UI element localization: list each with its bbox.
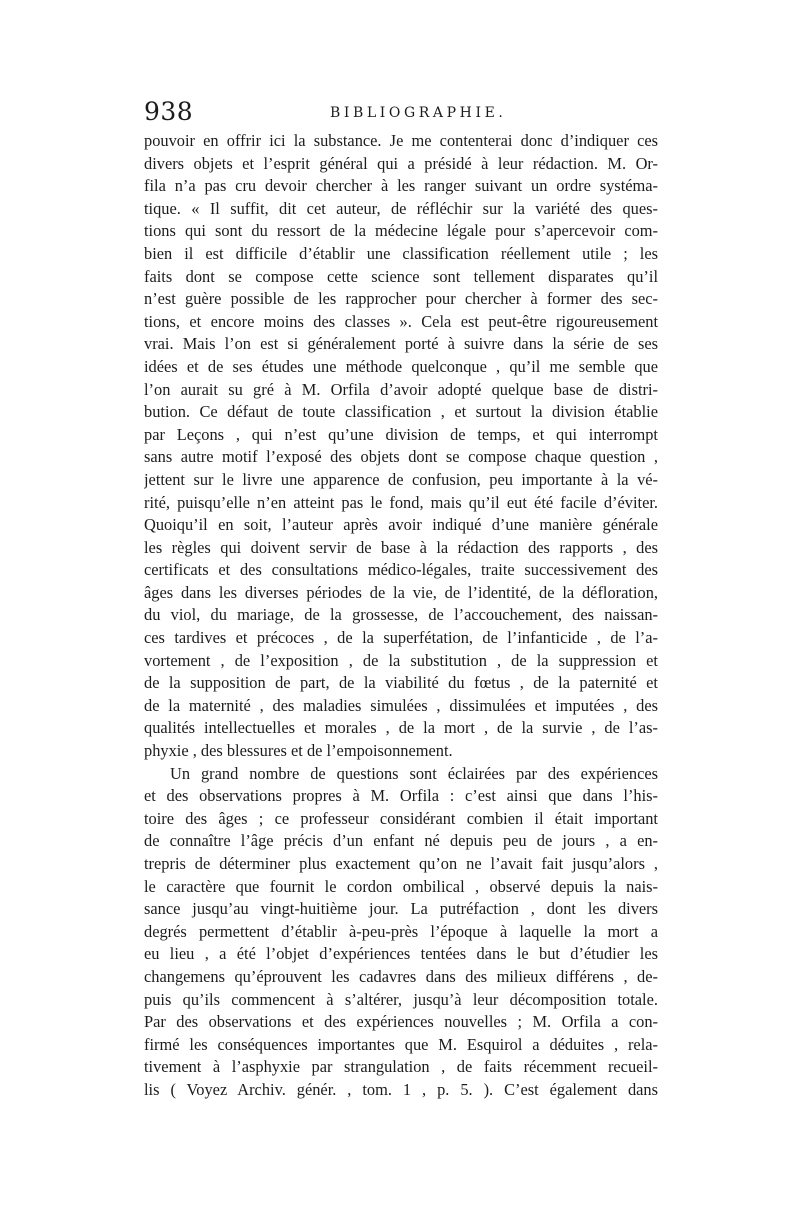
running-head: BIBLIOGRAPHIE. (330, 105, 507, 121)
text-line: de la maternité , des maladies simulées , dissimulées et imputées , des (144, 695, 658, 715)
text-line: tions, et encore moins des classes ». Cela est peut-être rigoureusement (144, 311, 658, 331)
text-line: puis qu’ils commencent à s’altérer, jusqu’à leur décomposition totale. (144, 989, 658, 1009)
text-line: Un grand nombre de questions sont éclairées par des expériences (170, 763, 658, 783)
page-header (144, 97, 658, 127)
text-line: sance jusqu’au vingt-huitième jour. La putréfaction , dont les divers (144, 899, 658, 919)
text-line: bution. Ce défaut de toute classification , et surtout la division établie (144, 402, 658, 422)
text-line: vortement , de l’exposition , de la substitution , de la suppression et (144, 650, 658, 670)
text-line: eu lieu , a été l’objet d’expériences tentées dans le but d’étudier les (144, 944, 658, 964)
text-line: qualités intellectuelles et morales , de la mort , de la survie , de l’as- (144, 718, 658, 738)
text-line: pouvoir en offrir ici la substance. Je me contenterai donc d’indiquer ces (144, 131, 658, 150)
text-line: tivement à l’asphyxie par strangulation , de faits récemment recueil- (144, 1057, 658, 1077)
text-line: n’est guère possible de les rapprocher pour chercher à former des sec- (144, 289, 658, 309)
text-line: idées et de ses études une méthode quelconque , qu’il me semble que (144, 356, 658, 376)
text-line: le caractère que fournit le cordon ombilical , observé depuis la nais- (144, 876, 658, 896)
text-line: changemens qu’éprouvent les cadavres dans des milieux différens , de- (144, 966, 658, 986)
text-line: divers objets et l’esprit général qui a présidé à leur rédaction. M. Or- (144, 153, 658, 173)
text-line: rité, puisqu’elle n’en atteint pas le fond, mais qu’il eut été facile d’éviter. (144, 492, 658, 512)
text-line: firmé les conséquences importantes que M. Esquirol a déduites , rela- (144, 1034, 658, 1054)
text-line: degrés permettent d’établir à-peu-près l’époque à laquelle la mort a (144, 921, 658, 941)
text-line: du viol, du mariage, de la grossesse, de l’accouchement, des naissan- (144, 605, 658, 625)
body-text (144, 130, 658, 1102)
text-line: ces tardives et précoces , de la superfétation, de l’infanticide , de l’a- (144, 628, 658, 648)
text-line: sans autre motif l’exposé des objets dont se compose chaque question , (144, 447, 658, 467)
text-line: trepris de déterminer plus exactement qu’on ne l’avait fait jusqu’alors , (144, 854, 658, 873)
page-number: 938 (144, 97, 194, 126)
text-line: tions qui sont du ressort de la médecine légale pour s’apercevoir com- (144, 221, 658, 241)
text-line: Quoiqu’il en soit, l’auteur après avoir indiqué d’une manière générale (144, 515, 658, 535)
text-line: lis ( Voyez Archiv. génér. , tom. 1 , p. 5. ). C’est également dans (144, 1079, 658, 1099)
text-line: toire des âges ; ce professeur considérant combien il était important (144, 808, 658, 828)
text-line: l’on aurait su gré à M. Orfila d’avoir adopté quelque base de distri- (144, 379, 658, 399)
text-line: certificats et des consultations médico-légales, traite successivement des (144, 560, 658, 580)
text-line: faits dont se compose cette science sont tellement disparates qu’il (144, 266, 658, 286)
text-line: tique. « Il suffit, dit cet auteur, de réfléchir sur la variété des ques- (144, 198, 658, 218)
text-line: âges dans les diverses périodes de la vie, de l’identité, de la défloration, (144, 582, 658, 602)
text-line: vrai. Mais l’on est si généralement porté à suivre dans la série de ses (144, 334, 658, 354)
text-line: phyxie , des blessures et de l’empoisonnement. (144, 741, 453, 761)
text-line: fila n’a pas cru devoir chercher à les ranger suivant un ordre systéma- (144, 176, 658, 196)
text-line: jettent sur le livre une apparence de confusion, peu importante à la vé- (144, 469, 658, 489)
text-line: Par des observations et des expériences nouvelles ; M. Orfila a con- (144, 1012, 658, 1032)
text-line: de la supposition de part, de la viabilité du fœtus , de la paternité et (144, 673, 658, 693)
text-line: les règles qui doivent servir de base à la rédaction des rapports , des (144, 537, 658, 557)
text-line: par Leçons , qui n’est qu’une division de temps, et qui interrompt (144, 424, 658, 444)
text-line: et des observations propres à M. Orfila : c’est ainsi que dans l’his- (144, 786, 658, 806)
text-line: bien il est difficile d’établir une classification réellement utile ; les (144, 243, 658, 263)
text-line: de connaître l’âge précis d’un enfant né depuis peu de jours , a en- (144, 831, 658, 851)
